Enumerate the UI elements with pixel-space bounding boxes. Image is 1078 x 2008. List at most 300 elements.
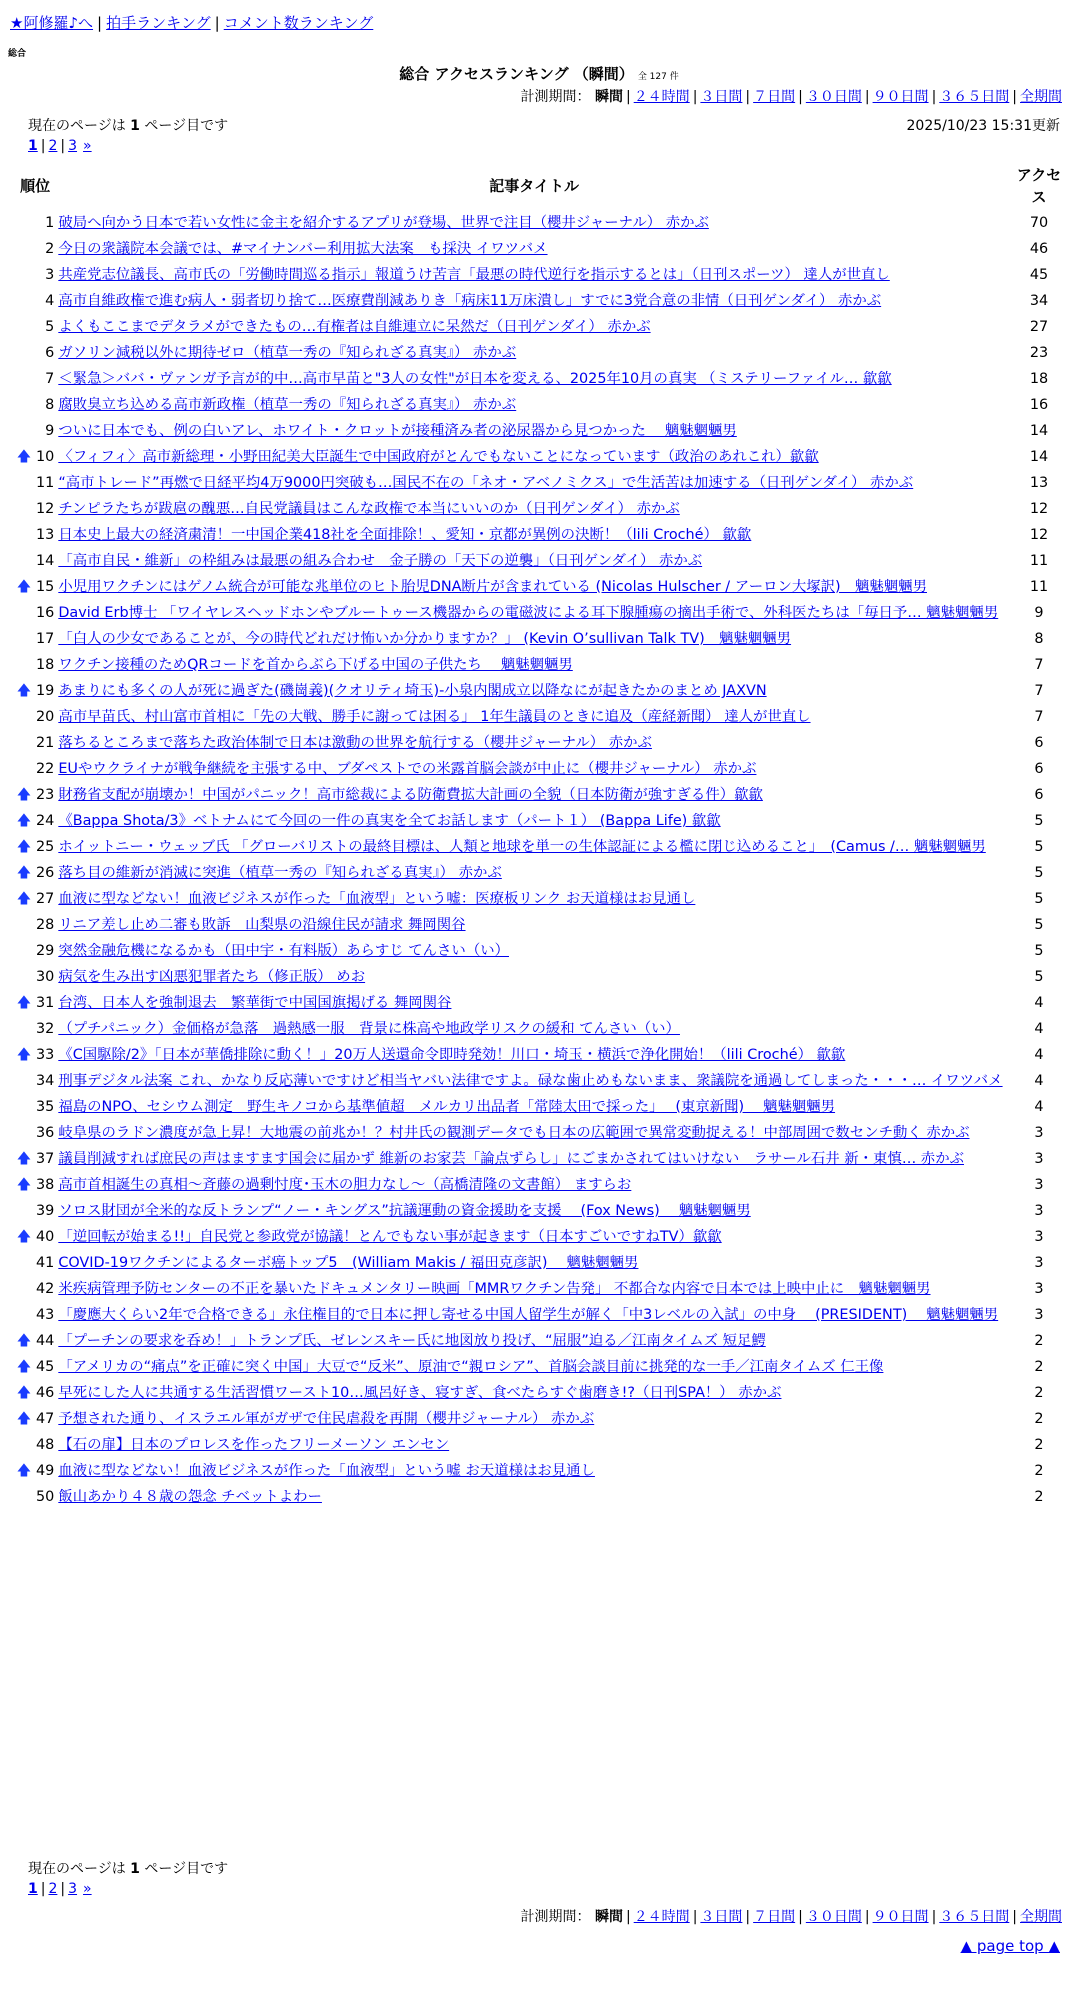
arrow-cell [14,652,34,678]
article-link[interactable]: ＜緊急＞ババ・ヴァンガ予言が的中…高市早苗と"3人の女性"が日本を変える、2025年10月の真実 （ミステリーファイル… 歙歙 [58,371,892,387]
access-count: 11 [1029,553,1049,569]
page-2-link[interactable]: 2 [48,138,58,154]
pager-bottom: 1 | 2 | 3 » [28,1881,92,1897]
table-row [14,340,1066,366]
article-link[interactable]: 予想された通り、イスラエル軍がガザで住民虐殺を再開（櫻井ジャーナル） 赤かぶ [58,1411,595,1427]
rank-number: 5 [45,319,55,335]
article-link[interactable]: 突然金融危機になるかも（田中宇・有料版）あらすじ てんさい（い） [58,943,509,959]
arrow-cell [14,730,34,756]
table-row [14,470,1066,496]
table-row [14,1328,1066,1354]
access-count: 18 [1029,371,1049,387]
table-row [14,522,1066,548]
title-header: 記事タイトル [489,177,579,195]
article-link[interactable]: ワクチン接種のためQRコードを首からぶら下げる中国の子供たち 魑魅魍魎男 [58,657,573,673]
arrow-cell [14,522,34,548]
table-row [14,392,1066,418]
article-link[interactable]: 議員削減すれば庶民の声はますます国会に届かず 維新のお家芸「論点ずらし」にごまかされてはいけない ラサール石井 新・東慎… 赤かぶ [58,1151,964,1167]
title-cell [56,860,1012,886]
arrow-cell [14,418,34,444]
article-link[interactable]: 「アメリカの“痛点”を正確に突く中国」大豆で“反米”、原油で“親ロシア”、首脳会談目前に挑発的な一手／江南タイムズ 仁王像 [58,1359,884,1375]
access-count: 45 [1029,267,1049,283]
rank-number: 6 [45,345,55,361]
title-cell [56,392,1012,418]
title-cell [56,782,1012,808]
table-row [14,288,1066,314]
article-link[interactable]: “高市トレード”再燃で日経平均4万9000円突破も…国民不在の「ネオ・アベノミクス」で生活苦は加速する（日刊ゲンダイ） 赤かぶ [58,475,914,491]
article-link[interactable]: 岐阜県のラドン濃度が急上昇！大地震の前兆か！？村井氏の観測データでも日本の広範囲で異常変動捉える！中部周囲で数センチ動く 赤かぶ [58,1125,970,1141]
table-row [14,1302,1066,1328]
access-count: 4 [1034,1073,1044,1089]
period-7d-link[interactable]: ７日間 [753,1909,796,1925]
up-arrow-icon: 🡅 [16,579,32,595]
title-cell [56,1250,1012,1276]
page-2-link[interactable]: 2 [48,1881,58,1897]
table-row [14,1276,1066,1302]
arrow-cell [14,964,34,990]
access-count: 6 [1034,735,1044,751]
period-current: 瞬間 [594,89,623,105]
table-row [14,652,1066,678]
article-link[interactable]: 高市首相誕生の真相〜斉藤の過剰忖度･玉木の胆力なし〜（高橋清隆の文書館） ますらお [58,1177,632,1193]
rank-number: 12 [36,501,55,517]
period-365d-link[interactable]: ３６５日間 [939,1909,1010,1925]
rank-number: 43 [36,1307,55,1323]
arrow-cell [14,1250,34,1276]
period-all-link[interactable]: 全期間 [1020,1909,1062,1925]
access-count: 2 [1034,1411,1044,1427]
rank-number: 15 [36,579,55,595]
arrow-cell [14,756,34,782]
title-cell [56,1042,1012,1068]
access-count: 46 [1029,241,1049,257]
next-page-link[interactable]: » [83,138,92,154]
rank-number: 38 [36,1177,55,1193]
article-link[interactable]: 財務省支配が崩壊か！中国がパニック！高市総裁による防衛費拡大計画の全貌（日本防衛が強すぎる件）歙歙 [58,787,763,803]
article-link[interactable]: よくもここまでデタラメができたもの…有権者は自維連立に呆然だ（日刊ゲンダイ） 赤かぶ [58,319,651,335]
access-count: 7 [1034,683,1044,699]
table-row [14,730,1066,756]
title-cell [56,444,1012,470]
up-arrow-icon: 🡅 [16,1229,32,1245]
up-arrow-icon: 🡅 [16,449,32,465]
access-count: 2 [1034,1463,1044,1479]
article-link[interactable]: COVID-19ワクチンによるターボ癌トップ5 (William Makis / 福田克彦訳) 魑魅魍魎男 [58,1255,639,1271]
arrow-cell [14,340,34,366]
up-arrow-icon: 🡅 [16,1411,32,1427]
arrow-cell [14,1120,34,1146]
title-cell [56,1458,1012,1484]
title-cell [56,678,1012,704]
access-count: 27 [1029,319,1049,335]
up-arrow-icon: 🡅 [16,891,32,907]
table-row [14,548,1066,574]
arrow-cell [14,236,34,262]
table-row [14,418,1066,444]
title-cell [56,886,1012,912]
article-link[interactable]: 落ちるところまで落ちた政治体制で日本は激動の世界を航行する（櫻井ジャーナル） 赤かぶ [58,735,652,751]
title-cell [56,1328,1012,1354]
arrow-cell [14,1198,34,1224]
table-row [14,626,1066,652]
arrow-cell [14,366,34,392]
rank-number: 45 [36,1359,55,1375]
access-count: 3 [1034,1151,1044,1167]
access-count: 3 [1034,1281,1044,1297]
current-page-text-top: 現在のページは 1 ページ目です [28,118,229,134]
comment-ranking-link[interactable]: コメント数ランキング [223,14,374,32]
access-count: 70 [1029,215,1049,231]
rank-number: 1 [45,215,55,231]
article-link[interactable]: 落ち目の維新が消滅に突進（植草一秀の『知られざる真実』） 赤かぶ [58,865,502,881]
title-cell [56,808,1012,834]
arrow-cell [14,210,34,236]
up-arrow-icon: 🡅 [16,1359,32,1375]
arrow-cell [14,314,34,340]
title-cell [56,756,1012,782]
page-1-link[interactable]: 1 [28,138,38,154]
article-link[interactable]: 日本史上最大の経済粛清！一中国企業418社を全面排除！、愛知・京都が異例の決断！（lili Croché） 歙歙 [58,527,752,543]
article-link[interactable]: 台湾、日本人を強制退去 繁華街で中国国旗掲げる 舞岡関谷 [58,995,452,1011]
access-count: 4 [1034,1047,1044,1063]
title-cell [56,1172,1012,1198]
rank-number: 14 [36,553,55,569]
article-link[interactable]: 高市自維政権で進む病人・弱者切り捨て…医療費削減ありき「病床11万床潰し」すでに3党合意の非情（日刊ゲンダイ） 赤かぶ [58,293,882,309]
top-nav: ★阿修羅♪へ | 拍手ランキング | コメント数ランキング [10,14,374,32]
article-link[interactable]: （プチパニック）金価格が急落 過熱感一服 背景に株高や地政学リスクの緩和 てんさい（い） [58,1021,680,1037]
table-row [14,1068,1066,1094]
table-row [14,912,1066,938]
access-count: 5 [1034,865,1044,881]
article-link[interactable]: ソロス財団が全米的な反トランプ“ノー・キングス”抗議運動の資金援助を支援 (Fox News) 魑魅魍魎男 [58,1203,751,1219]
title-cell [56,1224,1012,1250]
rank-number: 13 [36,527,55,543]
access-count: 14 [1029,423,1049,439]
article-link[interactable]: ついに日本でも、例の白いアレ、ホワイト・クロットが接種済み者の泌尿器から見つかった 魑魅魍魎男 [58,423,737,439]
rank-number: 21 [36,735,55,751]
page-3-link[interactable]: 3 [68,1881,78,1897]
rank-number: 37 [36,1151,55,1167]
arrow-cell [14,1432,34,1458]
title-cell [56,1406,1012,1432]
title-cell [56,938,1012,964]
period-30d-link[interactable]: ３０日間 [805,1909,862,1925]
up-arrow-icon: 🡅 [16,1047,32,1063]
clap-ranking-link[interactable]: 拍手ランキング [106,14,211,32]
rank-number: 3 [45,267,55,283]
access-count: 5 [1034,813,1044,829]
title-cell [56,964,1012,990]
access-count: 2 [1034,1359,1044,1375]
rank-number: 39 [36,1203,55,1219]
access-count: 13 [1029,475,1049,491]
table-row [14,236,1066,262]
period-90d-link[interactable]: ９０日間 [872,89,929,105]
title-cell [56,704,1012,730]
period-all-link[interactable]: 全期間 [1020,89,1062,105]
title-cell [56,210,1012,236]
article-link[interactable]: EUやウクライナが戦争継続を主張する中、ブダペストでの米露首脳会談が中止に（櫻井ジャーナル） 赤かぶ [58,761,757,777]
rank-number: 9 [45,423,55,439]
access-count: 11 [1029,579,1049,595]
access-count: 4 [1034,995,1044,1011]
title-cell [56,1146,1012,1172]
rank-number: 10 [36,449,55,465]
rank-number: 23 [36,787,55,803]
table-row [14,704,1066,730]
section-label: 総合 [8,49,27,59]
article-link[interactable]: 【石の扉】日本のプロレスを作ったフリーメーソン エンセン [58,1437,450,1453]
access-count: 4 [1034,1021,1044,1037]
table-row [14,1172,1066,1198]
arrow-cell [14,600,34,626]
title-cell [56,262,1012,288]
total-count: 全 127 件 [637,72,679,82]
rank-header: 順位 [20,177,51,195]
article-link[interactable]: 「高市自民・維新」の枠組みは最悪の組み合わせ 金子勝の「天下の逆襲」（日刊ゲンダイ） 赤かぶ [58,553,703,569]
arrow-cell [14,1276,34,1302]
title-cell [56,574,1012,600]
table-row [14,938,1066,964]
access-count: 9 [1034,605,1044,621]
access-count: 5 [1034,839,1044,855]
title-cell [56,912,1012,938]
arrow-cell [14,496,34,522]
page-1-link[interactable]: 1 [28,1881,38,1897]
access-count: 4 [1034,1099,1044,1115]
article-link[interactable]: 血液に型などない！血液ビジネスが作った「血液型」という嘘 お天道様はお見通し [58,1463,595,1479]
article-link[interactable]: 「白人の少女であることが、今の時代どれだけ怖いか分かりますか？」 (Kevin O’sullivan Talk TV) 魑魅魍魎男 [58,631,792,647]
table-row [14,990,1066,1016]
arrow-cell [14,262,34,288]
table-row [14,1042,1066,1068]
up-arrow-icon: 🡅 [16,1385,32,1401]
arrow-cell [14,1302,34,1328]
rank-number: 47 [36,1411,55,1427]
access-count: 2 [1034,1333,1044,1349]
article-link[interactable]: 破局へ向かう日本で若い女性に金主を紹介するアプリが登場、世界で注目（櫻井ジャーナル） 赤かぶ [58,215,709,231]
article-link[interactable]: 「プーチンの要求を呑め！」トランプ氏、ゼレンスキー氏に地図放り投げ、“屈服”迫る／江南タイムズ 短足鰐 [58,1333,766,1349]
article-link[interactable]: あまりにも多くの人が死に過ぎた(磯崗義)(クオリティ埼玉)-小泉内閣成立以降なにが起きたかのまとめ JAXVN [58,683,767,699]
rank-number: 17 [36,631,55,647]
article-link[interactable]: 《C国駆除/2》「日本が華僑排除に動く！」20万人送還命令即時発効！川口・埼玉・横浜で浄化開始！（lili Croché） 歙歙 [58,1047,846,1063]
next-page-link[interactable]: » [83,1881,92,1897]
title-cell [56,834,1012,860]
period-90d-link[interactable]: ９０日間 [872,1909,929,1925]
table-row [14,600,1066,626]
article-link[interactable]: 病気を生み出す凶悪犯罪者たち（修正版） めお [58,969,366,985]
title-cell [56,1380,1012,1406]
arrow-cell [14,704,34,730]
rank-number: 16 [36,605,55,621]
title-cell [56,366,1012,392]
arrow-cell [14,626,34,652]
rank-number: 18 [36,657,55,673]
access-count: 5 [1034,917,1044,933]
table-row [14,210,1066,236]
table-row [14,496,1066,522]
article-link[interactable]: リニア差し止め二審も敗訴 山梨県の沿線住民が請求 舞岡関谷 [58,917,466,933]
article-link[interactable]: David Erb博士 「ワイヤレスヘッドホンやブルートゥース機器からの電磁波による耳下腺腫瘍の摘出手術で、外科医たちは「毎日予… 魑魅魍魎男 [58,605,999,621]
rank-number: 33 [36,1047,55,1063]
article-link[interactable]: 血液に型などない！血液ビジネスが作った「血液型」という嘘：医療板リンク お天道様はお見通し [58,891,696,907]
rank-number: 28 [36,917,55,933]
access-count: 3 [1034,1203,1044,1219]
article-link[interactable]: 「逆回転が始まる!!」自民党と参政党が協議！とんでもない事が起きます（日本すごいですねTV）歙歙 [58,1229,722,1245]
article-link[interactable]: 米疾病管理予防センターの不正を暴いたドキュメンタリー映画「MMRワクチン告発」 不都合な内容で日本では上映中止に 魑魅魍魎男 [58,1281,931,1297]
home-link[interactable]: ★阿修羅♪へ [10,14,94,32]
article-link[interactable]: 今日の衆議院本会議では、#マイナンバー利用拡大法案 も採決 イワツバメ [58,241,548,257]
rank-number: 31 [36,995,55,1011]
arrow-cell [14,1094,34,1120]
title-cell [56,522,1012,548]
rank-number: 19 [36,683,55,699]
updated-time: 2025/10/23 15:31更新 [906,118,1060,134]
up-arrow-icon: 🡅 [16,1151,32,1167]
rank-number: 27 [36,891,55,907]
rank-number: 22 [36,761,55,777]
table-row [14,756,1066,782]
ranking-table [14,162,1066,1510]
access-count: 16 [1029,397,1049,413]
article-link[interactable]: 〈フィフィ〉高市新総理・小野田紀美大臣誕生で中国政府がとんでもないことになっています（政治のあれこれ）歙歙 [58,449,819,465]
up-arrow-icon: 🡅 [16,865,32,881]
title-cell [56,340,1012,366]
article-link[interactable]: 《Bappa Shota/3》ベトナムにて今回の一件の真実を全てお話します（パート１） (Bappa Life) 歙歙 [58,813,721,829]
title-cell [56,1120,1012,1146]
title-cell [56,1068,1012,1094]
article-link[interactable]: 共産党志位議長、高市氏の「労働時間巡る指示」報道うけ苦言「最悪の時代逆行を指示するとは」（日刊スポーツ） 達人が世直し [58,267,890,283]
table-row [14,314,1066,340]
title-cell [56,1016,1012,1042]
arrow-cell [14,1016,34,1042]
ranking-body [14,210,1066,1510]
period-7d-link[interactable]: ７日間 [753,89,796,105]
rank-number: 36 [36,1125,55,1141]
table-row [14,1458,1066,1484]
page-3-link[interactable]: 3 [68,138,78,154]
period-selector-top: 計測期間： 瞬間 | ２４時間 | ３日間 | ７日間 | ３０日間 | ９０日間 | ３６５日間 | 全期間 [520,89,1062,105]
up-arrow-icon: 🡅 [16,787,32,803]
access-count: 3 [1034,1125,1044,1141]
rank-number: 42 [36,1281,55,1297]
access-count: 3 [1034,1177,1044,1193]
table-row [14,1354,1066,1380]
period-24h-link[interactable]: ２４時間 [633,1909,690,1925]
table-row [14,444,1066,470]
table-row [14,1432,1066,1458]
rank-number: 50 [36,1489,55,1505]
table-row [14,860,1066,886]
period-3d-link[interactable]: ３日間 [700,89,743,105]
article-link[interactable]: チンピラたちが跋扈の醜悪…自民党議員はこんな政権で本当にいいのか（日刊ゲンダイ） 赤かぶ [58,501,680,517]
rank-number: 2 [45,241,55,257]
rank-number: 7 [45,371,55,387]
rank-number: 48 [36,1437,55,1453]
title-cell [56,1354,1012,1380]
access-count: 7 [1034,657,1044,673]
rank-number: 11 [36,475,55,491]
rank-number: 24 [36,813,55,829]
access-count: 5 [1034,943,1044,959]
title-cell [56,314,1012,340]
rank-number: 34 [36,1073,55,1089]
arrow-cell [14,470,34,496]
title-cell [56,288,1012,314]
article-link[interactable]: 高市早苗氏、村山富市首相に「先の大戦、勝手に謝っては困る」 1年生議員のときに追及（産経新聞） 達人が世直し [58,709,811,725]
table-row [14,1016,1066,1042]
arrow-cell [14,938,34,964]
table-row [14,1198,1066,1224]
period-24h-link[interactable]: ２４時間 [633,89,690,105]
article-link[interactable]: 「慶應大くらい2年で合格できる」永住権目的で日本に押し寄せる中国人留学生が解く「中3レベルの入試」の中身 (PRESIDENT) 魑魅魍魎男 [58,1307,999,1323]
table-row [14,808,1066,834]
access-count: 34 [1029,293,1049,309]
rank-number: 41 [36,1255,55,1271]
page-title [0,63,1078,84]
table-row [14,1380,1066,1406]
article-link[interactable]: 早死にした人に共通する生活習慣ワースト10…風呂好き、寝すぎ、食べたらすぐ歯磨き!?（日刊SPA！） 赤かぶ [58,1385,782,1401]
access-count: 6 [1034,787,1044,803]
rank-number: 25 [36,839,55,855]
article-link[interactable]: 飯山あかり４８歳の怨念 チベットよわー [58,1489,322,1505]
arrow-cell [14,392,34,418]
title-cell [56,496,1012,522]
article-link[interactable]: 小児用ワクチンにはゲノム統合が可能な兆単位のヒト胎児DNA断片が含まれている (Nicolas Hulscher / アーロン大塚訳) 魑魅魍魎男 [58,579,927,595]
table-row [14,1250,1066,1276]
title-cell [56,470,1012,496]
period-selector-bottom: 計測期間： 瞬間 | ２４時間 | ３日間 | ７日間 | ３０日間 | ９０日間 | ３６５日間 | 全期間 [520,1909,1062,1925]
title-cell [56,236,1012,262]
period-3d-link[interactable]: ３日間 [700,1909,743,1925]
title-cell [56,548,1012,574]
period-30d-link[interactable]: ３０日間 [805,89,862,105]
up-arrow-icon: 🡅 [16,1177,32,1193]
table-row [14,1224,1066,1250]
access-count: 3 [1034,1255,1044,1271]
article-link[interactable]: 刑事デジタル法案 これ、かなり反応薄いですけど相当ヤバい法律ですよ。碌な歯止めもないまま、衆議院を通過してしまった・・・… イワツバメ [58,1073,1003,1089]
article-link[interactable]: 腐敗臭立ち込める高市新政権（植草一秀の『知られざる真実』） 赤かぶ [58,397,517,413]
access-count: 2 [1034,1385,1044,1401]
article-link[interactable]: 福島のNPO、セシウム測定 野生キノコから基準値超 メルカリ出品者「常陸太田で採った」 (東京新聞) 魑魅魍魎男 [58,1099,836,1115]
table-row [14,1120,1066,1146]
table-row [14,574,1066,600]
title-cell [56,652,1012,678]
period-365d-link[interactable]: ３６５日間 [939,89,1010,105]
rank-number: 46 [36,1385,55,1401]
access-count: 2 [1034,1489,1044,1505]
article-link[interactable]: ホイットニー・ウェッブ氏 「グローバリストの最終目標は、人類と地球を単一の生体認証による檻に閉じ込めること」 (Camus /… 魑魅魍魎男 [58,839,986,855]
title-cell [56,626,1012,652]
page-top-link[interactable]: ▲ page top ▲ [960,1937,1060,1955]
title-cell [56,418,1012,444]
access-count: 23 [1029,345,1049,361]
table-row [14,678,1066,704]
article-link[interactable]: ガソリン減税以外に期待ゼロ（植草一秀の『知られざる真実』） 赤かぶ [58,345,517,361]
table-row [14,1094,1066,1120]
title-cell [56,1094,1012,1120]
title-cell [56,1302,1012,1328]
title-cell [56,730,1012,756]
access-count: 7 [1034,709,1044,725]
access-header: アクセス [1016,166,1062,206]
table-row [14,834,1066,860]
access-count: 5 [1034,891,1044,907]
rank-number: 4 [45,293,55,309]
table-header [14,162,1066,210]
title-cell [56,990,1012,1016]
title-cell [56,1198,1012,1224]
